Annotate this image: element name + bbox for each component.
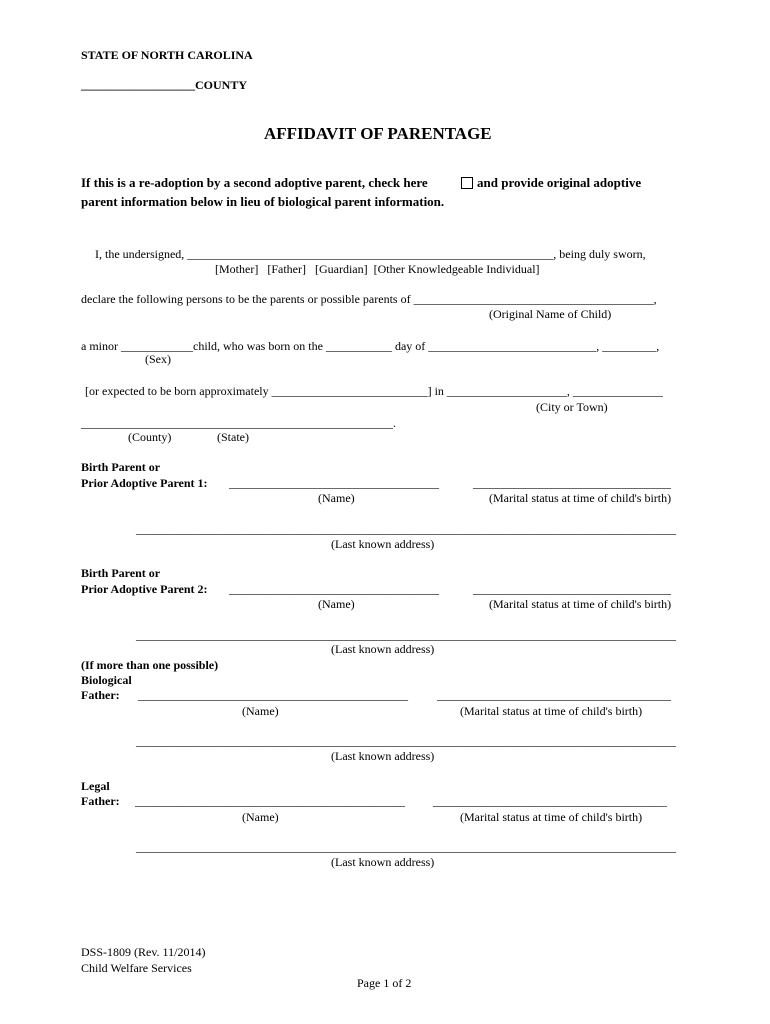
legal-father-label-line1: Legal <box>81 779 110 793</box>
bio-father-address-field[interactable]: __________________________________________________________________________________________ <box>136 734 676 748</box>
undersigned-caption: [Mother] [Father] [Guardian] [Other Knowledgeable Individual] <box>215 262 540 276</box>
bio-father-marital-caption: (Marital status at time of child's birth) <box>460 704 643 718</box>
bio-father-marital-field[interactable]: _______________________________________ <box>437 688 671 702</box>
parent1-label-line1: Birth Parent or <box>81 460 161 474</box>
parent1-label-line2: Prior Adoptive Parent 1: <box>81 476 208 490</box>
parent1-name-field[interactable]: ___________________________________ <box>229 476 439 490</box>
bio-father-label-line1: Biological <box>81 673 132 687</box>
page-title: AFFIDAVIT OF PARENTAGE <box>264 124 492 143</box>
page-number: Page 1 of 2 <box>357 976 412 990</box>
county-caption: (County) <box>128 430 172 444</box>
city-caption: (City or Town) <box>536 400 608 414</box>
parent2-name-caption: (Name) <box>318 597 355 611</box>
legal-father-address-field[interactable]: __________________________________________________________________________________________ <box>136 840 676 854</box>
state-heading: STATE OF NORTH CAROLINA <box>81 48 253 62</box>
bio-father-note: (If more than one possible) <box>81 658 219 672</box>
legal-father-name-caption: (Name) <box>242 810 279 824</box>
readoption-text-2: parent information below in lieu of biological parent information. <box>81 194 445 209</box>
sex-caption: (Sex) <box>145 352 171 366</box>
legal-father-marital-caption: (Marital status at time of child's birth) <box>460 810 643 824</box>
undersigned-line[interactable]: I, the undersigned, _____________________________________________________________, being duly sworn, <box>95 247 646 261</box>
readoption-text-1b: and provide original adoptive <box>477 175 642 190</box>
legal-father-marital-field[interactable]: _______________________________________ <box>433 794 667 808</box>
bio-father-name-caption: (Name) <box>242 704 279 718</box>
legal-father-label-line2: Father: <box>81 794 120 808</box>
division-name: Child Welfare Services <box>81 961 192 975</box>
parent2-address-field[interactable]: __________________________________________________________________________________________ <box>136 628 676 642</box>
declare-line[interactable]: declare the following persons to be the parents or possible parents of ________________________________________, <box>81 292 657 306</box>
parent1-marital-field[interactable]: _________________________________ <box>473 476 671 490</box>
bio-father-name-field[interactable]: _____________________________________________ <box>138 688 408 702</box>
bio-father-address-caption: (Last known address) <box>331 749 435 763</box>
state-caption: (State) <box>217 430 249 444</box>
readoption-text-1: If this is a re-adoption by a second adoptive parent, check here <box>81 175 428 190</box>
parent2-marital-caption: (Marital status at time of child's birth) <box>489 597 672 611</box>
child-name-caption: (Original Name of Child) <box>489 307 612 321</box>
parent1-address-field[interactable]: __________________________________________________________________________________________ <box>136 522 676 536</box>
parent1-name-caption: (Name) <box>318 491 355 505</box>
form-number: DSS-1809 (Rev. 11/2014) <box>81 945 206 959</box>
parent2-label-line2: Prior Adoptive Parent 2: <box>81 582 208 596</box>
county-heading[interactable]: ___________________COUNTY <box>81 78 248 92</box>
county-state-line[interactable]: ____________________________________________________. <box>81 416 396 430</box>
parent2-name-field[interactable]: ___________________________________ <box>229 582 439 596</box>
readoption-checkbox[interactable] <box>461 177 473 189</box>
parent2-marital-field[interactable]: _________________________________ <box>473 582 671 596</box>
legal-father-name-field[interactable]: _____________________________________________ <box>135 794 405 808</box>
legal-father-address-caption: (Last known address) <box>331 855 435 869</box>
parent1-address-caption: (Last known address) <box>331 537 435 551</box>
parent2-label-line1: Birth Parent or <box>81 566 161 580</box>
parent2-address-caption: (Last known address) <box>331 642 435 656</box>
minor-line[interactable]: a minor ____________child, who was born on the ___________ day of ____________________________, _________, <box>81 339 660 353</box>
parent1-marital-caption: (Marital status at time of child's birth) <box>489 491 672 505</box>
expected-birth-line[interactable]: [or expected to be born approximately __________________________] in ____________________, _______________ <box>85 384 663 398</box>
bio-father-label-line2: Father: <box>81 688 120 702</box>
